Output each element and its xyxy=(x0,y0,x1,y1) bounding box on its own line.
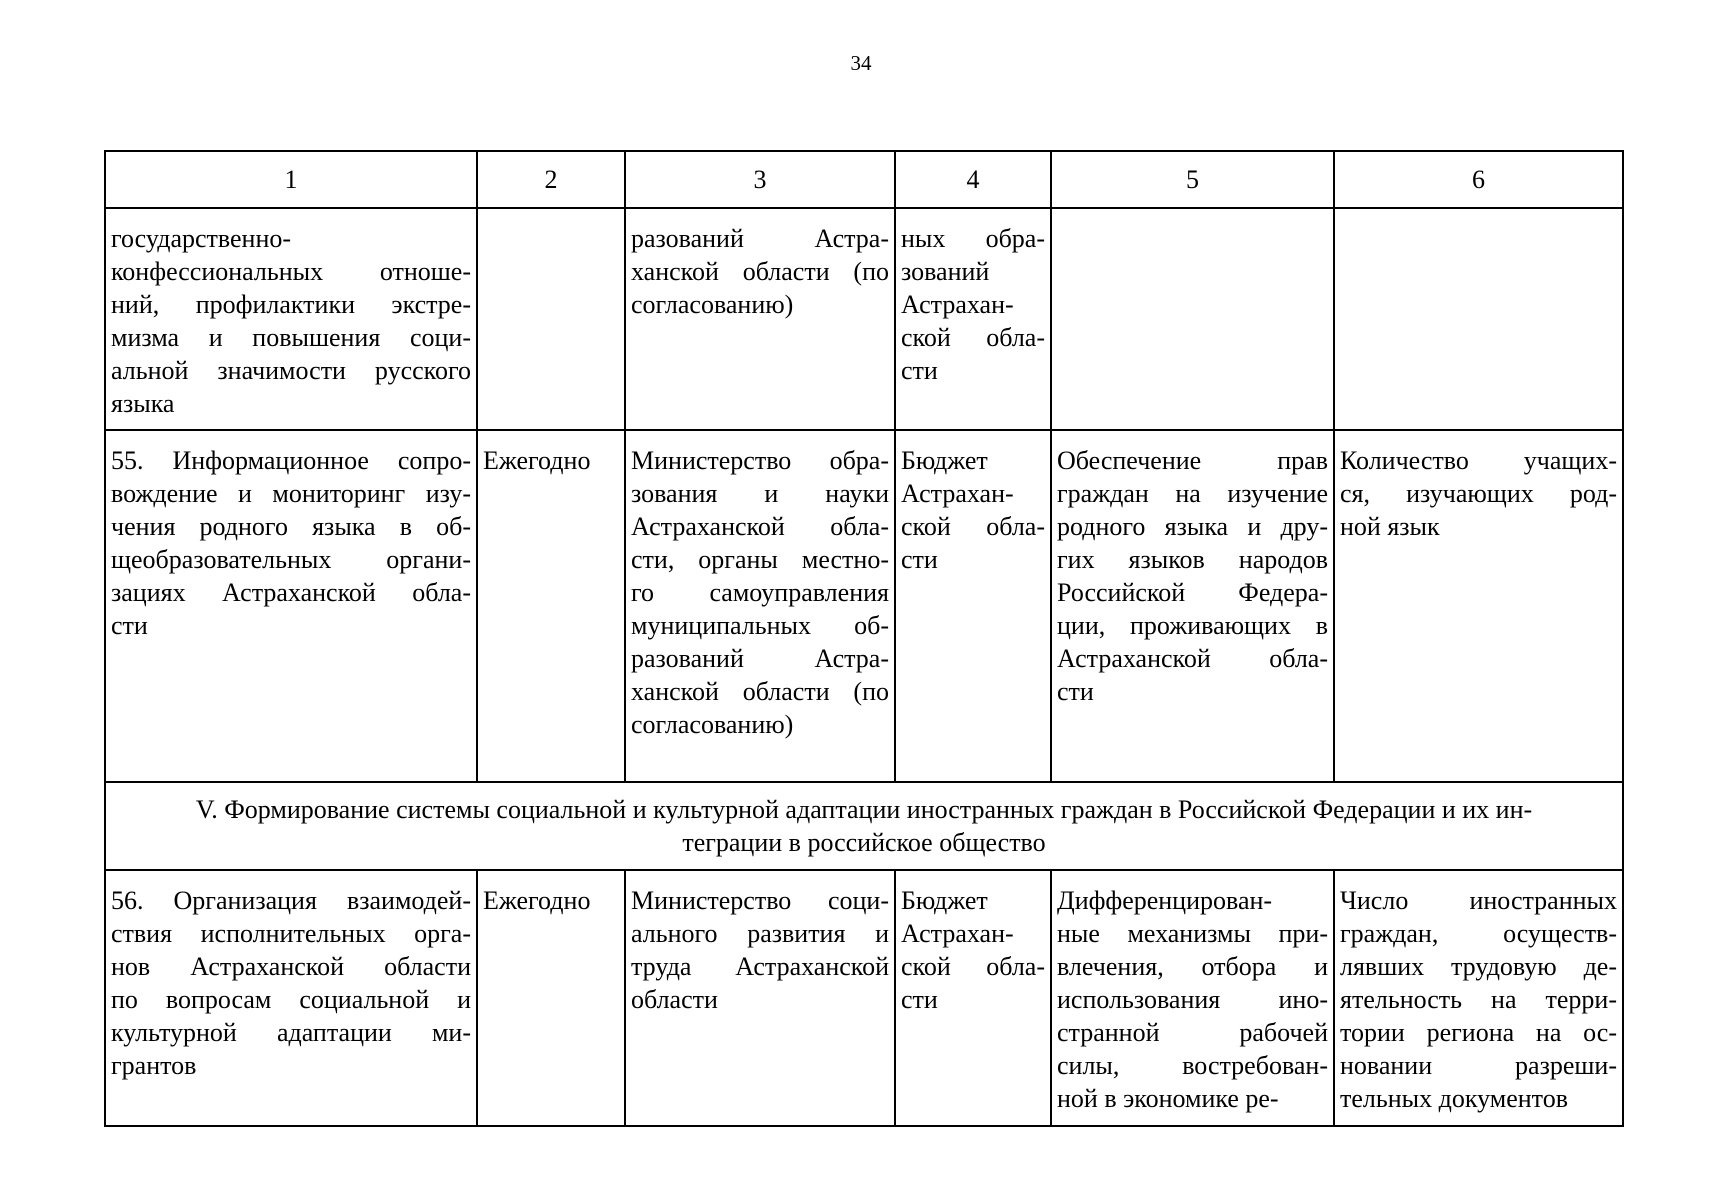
cell-text-line: Астрахан- xyxy=(901,290,1014,319)
cell-text-line: разований Астра- xyxy=(631,644,889,673)
cell-text-line: Количество учащих- xyxy=(1340,446,1617,475)
cell-text-line: Астраханской обла- xyxy=(631,512,889,541)
cell-text-line: ний, профилактики экстре- xyxy=(111,290,471,319)
cell-text-line: зования и науки xyxy=(631,479,889,508)
result-cell xyxy=(1051,208,1334,430)
executor-cell xyxy=(625,208,895,430)
table-row-56 xyxy=(105,870,1623,1126)
cell-text-line: лявших трудовую де- xyxy=(1340,952,1617,981)
column-header-6: 6 xyxy=(1334,151,1623,208)
column-header-3: 3 xyxy=(625,151,895,208)
cell-text-line: ся, изучающих род- xyxy=(1340,479,1617,508)
cell-text-line: Российской Федера- xyxy=(1057,578,1328,607)
cell-text-line: мизма и повышения соци- xyxy=(111,323,471,352)
cell-text-line: языка xyxy=(111,389,175,418)
cell-text-line: ской обла- xyxy=(901,323,1045,352)
executor-cell xyxy=(625,870,895,1126)
period-cell xyxy=(477,208,625,430)
cell-text-line: зациях Астраханской обла- xyxy=(111,578,471,607)
cell-text-line: влечения, отбора и xyxy=(1057,952,1328,981)
cell-text-line: ных обра- xyxy=(901,224,1045,253)
cell-text-line: использования ино- xyxy=(1057,985,1328,1014)
cell-text-line: Министерство обра- xyxy=(631,446,889,475)
cell-text-line: ятельность на терри- xyxy=(1340,985,1617,1014)
cell-text-line: сти xyxy=(901,985,938,1014)
cell-text-line: по вопросам социальной и xyxy=(111,985,471,1014)
indicator-cell xyxy=(1334,430,1623,782)
cell-text-line: сти xyxy=(1057,677,1094,706)
cell-text-line: сти xyxy=(901,545,938,574)
measure-cell xyxy=(105,430,477,782)
indicator-cell xyxy=(1334,208,1623,430)
indicator-cell xyxy=(1334,870,1623,1126)
cell-text-line: разований Астра- xyxy=(631,224,889,253)
cell-text-line: сти xyxy=(111,611,148,640)
cell-text-line: нов Астраханской области xyxy=(111,952,471,981)
cell-text-line: ального развития и xyxy=(631,919,889,948)
period-cell: Ежегодно xyxy=(477,430,625,782)
cell-text-line: тории региона на ос- xyxy=(1340,1018,1617,1047)
page-number: 34 xyxy=(850,51,872,75)
cell-text-line: сти xyxy=(901,356,938,385)
measure-cell xyxy=(105,870,477,1126)
cell-text-line: гих языков народов xyxy=(1057,545,1328,574)
cell-text-line: ханской области (по xyxy=(631,257,889,286)
cell-text-line: Бюджет xyxy=(901,886,988,915)
result-cell xyxy=(1051,870,1334,1126)
cell-text-line: труда Астраханской xyxy=(631,952,889,981)
column-header-4: 4 xyxy=(895,151,1051,208)
executor-cell xyxy=(625,430,895,782)
cell-text-line: согласованию) xyxy=(631,710,794,739)
cell-text-line: Бюджет xyxy=(901,446,988,475)
cell-text-line: го самоуправления xyxy=(631,578,889,607)
measures-table xyxy=(104,150,1624,1127)
cell-text-line: ствия исполнительных орга- xyxy=(111,919,471,948)
cell-text-line: области xyxy=(631,985,718,1014)
cell-text-line: культурной адаптации ми- xyxy=(111,1018,471,1047)
cell-text-line: новании разреши- xyxy=(1340,1051,1617,1080)
cell-text-line: Дифференцирован- xyxy=(1057,886,1273,915)
cell-text-line: щеобразовательных органи- xyxy=(111,545,471,574)
cell-text-line: ской обла- xyxy=(901,952,1045,981)
cell-text-line: чения родного языка в об- xyxy=(111,512,471,541)
cell-text-line: родного языка и дру- xyxy=(1057,512,1328,541)
column-header-1: 1 xyxy=(105,151,477,208)
table-row-55 xyxy=(105,430,1623,782)
cell-text-line: согласованию) xyxy=(631,290,794,319)
measure-cell xyxy=(105,208,477,430)
cell-text-line: силы, востребован- xyxy=(1057,1051,1328,1080)
funding-cell xyxy=(895,208,1051,430)
cell-text-line: граждан на изучение xyxy=(1057,479,1328,508)
cell-text-line: вождение и мониторинг изу- xyxy=(111,479,471,508)
column-header-2: 2 xyxy=(477,151,625,208)
cell-text-line: 55. Информационное сопро- xyxy=(111,446,471,475)
funding-cell xyxy=(895,430,1051,782)
cell-text-line: Министерство соци- xyxy=(631,886,889,915)
section-text-line: V. Формирование системы социальной и культурной адаптации иностранных граждан в Российской Федерации и их ин- xyxy=(195,795,1533,824)
cell-text-line: муниципальных об- xyxy=(631,611,889,640)
section-row-v xyxy=(105,782,1623,870)
cell-text-line: зований xyxy=(901,257,990,286)
cell-text-line: грантов xyxy=(111,1051,197,1080)
cell-text-line: сти, органы местно- xyxy=(631,545,889,574)
cell-text-line: ской обла- xyxy=(901,512,1045,541)
cell-text-line: государственно- xyxy=(111,224,292,253)
section-heading xyxy=(105,782,1623,870)
cell-text-line: конфессиональных отноше- xyxy=(111,257,471,286)
table-header-row xyxy=(105,151,1623,208)
cell-text-line: странной рабочей xyxy=(1057,1018,1328,1047)
cell-text-line: Число иностранных xyxy=(1340,886,1617,915)
table-row-continued xyxy=(105,208,1623,430)
section-text-line: теграции в российское общество xyxy=(682,828,1046,857)
cell-text-line: Астраханской обла- xyxy=(1057,644,1328,673)
result-cell xyxy=(1051,430,1334,782)
cell-text-line: Обеспечение прав xyxy=(1057,446,1328,475)
cell-text-line: альной значимости русского xyxy=(111,356,471,385)
cell-text-line: граждан, осуществ- xyxy=(1340,919,1617,948)
cell-text-line: ханской области (по xyxy=(631,677,889,706)
period-cell: Ежегодно xyxy=(477,870,625,1126)
cell-text-line: ной в экономике ре- xyxy=(1057,1084,1279,1113)
cell-text-line: Астрахан- xyxy=(901,479,1014,508)
cell-text-line: 56. Организация взаимодей- xyxy=(111,886,471,915)
cell-text-line: ной язык xyxy=(1340,512,1440,541)
cell-text-line: ции, проживающих в xyxy=(1057,611,1328,640)
cell-text-line: ные механизмы при- xyxy=(1057,919,1328,948)
cell-text-line: Астрахан- xyxy=(901,919,1014,948)
funding-cell xyxy=(895,870,1051,1126)
column-header-5: 5 xyxy=(1051,151,1334,208)
cell-text-line: тельных документов xyxy=(1340,1084,1568,1113)
